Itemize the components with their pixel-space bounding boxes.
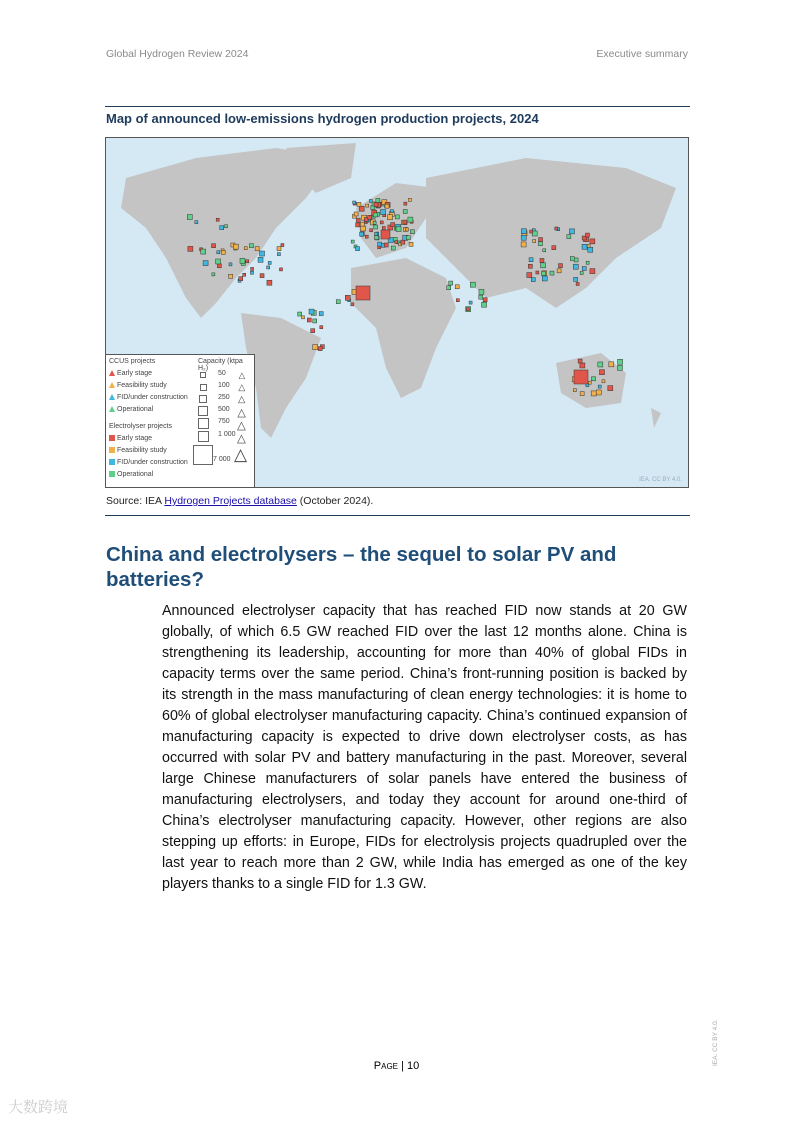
- project-marker: [558, 264, 562, 268]
- project-marker: [573, 389, 576, 392]
- project-marker: [598, 385, 601, 388]
- legend-ccus-early: Early stage: [109, 370, 152, 377]
- project-marker: [250, 271, 253, 274]
- project-marker: [320, 326, 323, 329]
- project-marker: [302, 316, 305, 319]
- project-marker: [406, 236, 410, 240]
- project-marker: [243, 273, 246, 276]
- project-marker: [466, 308, 469, 311]
- watermark: 大数跨境: [8, 1099, 69, 1116]
- australia: [556, 353, 626, 408]
- project-marker: [385, 204, 389, 208]
- project-marker-large: [381, 230, 390, 239]
- africa: [351, 258, 456, 398]
- project-marker: [354, 212, 358, 216]
- square-icon: [109, 435, 115, 441]
- project-marker: [225, 225, 228, 228]
- project-marker: [260, 251, 265, 256]
- project-marker: [447, 286, 451, 290]
- project-marker: [580, 363, 585, 368]
- project-marker: [536, 271, 539, 274]
- capacity-square-icon: [193, 445, 213, 465]
- project-marker: [318, 347, 322, 351]
- project-marker: [521, 229, 526, 234]
- capacity-value: 1 000: [218, 431, 236, 438]
- triangle-icon: [109, 370, 115, 376]
- project-marker: [251, 267, 254, 270]
- project-marker: [570, 257, 574, 261]
- project-marker: [617, 365, 622, 370]
- project-marker: [255, 247, 259, 251]
- project-marker: [483, 298, 487, 302]
- project-marker: [370, 229, 373, 232]
- project-marker: [249, 244, 253, 248]
- legend-el-early: Early stage: [109, 435, 152, 442]
- capacity-triangle-icon: △: [238, 370, 246, 380]
- project-marker: [351, 240, 354, 243]
- project-marker: [216, 218, 219, 221]
- project-marker: [596, 390, 601, 395]
- project-marker: [374, 236, 378, 240]
- project-marker-large: [574, 370, 588, 384]
- project-marker: [267, 280, 272, 285]
- legend-ccus-fid: FID/under construction: [109, 394, 188, 401]
- project-marker: [240, 258, 245, 263]
- project-marker: [482, 302, 487, 307]
- triangle-icon: [109, 406, 115, 412]
- project-marker: [229, 263, 232, 266]
- project-marker: [365, 235, 368, 238]
- project-marker: [539, 238, 543, 242]
- project-marker: [521, 235, 526, 240]
- project-marker: [381, 209, 386, 214]
- project-marker: [187, 215, 192, 220]
- project-marker: [552, 246, 556, 250]
- capacity-square-icon: [198, 418, 209, 429]
- project-marker: [391, 246, 395, 250]
- project-marker: [567, 235, 571, 239]
- project-marker: [591, 377, 595, 381]
- triangle-icon: [109, 394, 115, 400]
- project-marker: [608, 386, 613, 391]
- legend-capacity-title: Capacity (ktpa H₂): [198, 358, 243, 372]
- project-marker: [590, 269, 595, 274]
- figure-bottom-rule: [105, 515, 690, 516]
- project-marker: [378, 242, 382, 246]
- project-marker: [602, 380, 605, 383]
- project-marker: [408, 217, 413, 222]
- page-footer: Page | 10: [373, 1060, 420, 1072]
- project-marker: [585, 233, 589, 237]
- side-credit: IEA. CC BY 4.0.: [712, 1019, 719, 1066]
- legend-ccus-operational: Operational: [109, 406, 153, 413]
- project-marker: [469, 301, 472, 304]
- capacity-value: 7 000: [213, 456, 231, 463]
- project-marker: [550, 271, 554, 275]
- legend-ccus-title: CCUS projects: [109, 358, 156, 365]
- project-marker: [201, 249, 206, 254]
- project-marker: [279, 268, 282, 271]
- project-marker: [533, 240, 536, 243]
- project-marker: [369, 199, 372, 202]
- project-marker: [229, 274, 233, 278]
- project-marker: [368, 215, 372, 219]
- square-icon: [109, 447, 115, 453]
- capacity-triangle-icon: △: [237, 407, 246, 419]
- capacity-triangle-icon: △: [238, 394, 246, 405]
- project-marker: [542, 272, 546, 276]
- project-marker: [388, 215, 393, 220]
- project-marker: [599, 370, 604, 375]
- project-marker: [356, 218, 360, 222]
- project-marker: [574, 277, 578, 281]
- project-marker: [366, 204, 369, 207]
- project-marker: [574, 258, 578, 262]
- project-marker: [528, 264, 532, 268]
- legend-el-feasibility: Feasibility study: [109, 447, 167, 454]
- running-header-right: Executive summary: [596, 48, 688, 60]
- capacity-triangle-icon: △: [238, 382, 246, 392]
- project-marker: [391, 223, 395, 227]
- square-icon: [109, 471, 115, 477]
- project-marker: [212, 244, 216, 248]
- project-marker: [277, 253, 280, 256]
- project-marker: [576, 282, 579, 285]
- project-marker: [217, 264, 221, 268]
- project-marker: [220, 226, 224, 230]
- project-marker: [591, 391, 596, 396]
- capacity-square-icon: [199, 395, 207, 403]
- capacity-square-icon: [198, 431, 209, 442]
- project-marker: [221, 250, 225, 254]
- project-marker: [360, 232, 364, 236]
- project-marker: [356, 223, 360, 227]
- project-marker: [267, 266, 270, 269]
- project-marker: [239, 277, 243, 281]
- project-marker: [298, 312, 302, 316]
- project-marker: [527, 273, 532, 278]
- project-marker: [258, 257, 263, 262]
- triangle-icon: [109, 382, 115, 388]
- legend-el-operational: Operational: [109, 471, 153, 478]
- project-marker: [538, 242, 542, 246]
- map-legend: [106, 354, 255, 488]
- project-marker: [359, 206, 364, 211]
- project-marker: [532, 231, 537, 236]
- project-marker: [380, 221, 383, 224]
- project-marker: [311, 329, 315, 333]
- project-marker: [246, 260, 249, 263]
- project-marker: [540, 258, 544, 262]
- project-marker: [580, 392, 584, 396]
- project-marker: [555, 227, 558, 230]
- project-marker: [309, 309, 314, 314]
- project-marker: [373, 221, 376, 224]
- asia: [426, 158, 676, 308]
- project-marker: [216, 259, 221, 264]
- legend-electrolyser-title: Electrolyser projects: [109, 423, 173, 430]
- capacity-triangle-icon: △: [234, 445, 247, 464]
- project-marker: [590, 239, 595, 244]
- capacity-square-icon: [200, 372, 206, 378]
- project-marker: [360, 226, 365, 231]
- project-marker: [580, 271, 583, 274]
- capacity-square-icon: [198, 406, 208, 416]
- project-marker: [582, 267, 586, 271]
- running-header-left: Global Hydrogen Review 2024: [106, 48, 249, 60]
- project-marker: [233, 244, 238, 249]
- capacity-value: 250: [218, 394, 230, 401]
- capacity-value: 500: [218, 406, 230, 413]
- project-marker: [268, 261, 271, 264]
- project-marker: [396, 227, 401, 232]
- project-marker: [470, 282, 475, 287]
- project-marker: [203, 261, 208, 266]
- project-marker: [307, 318, 311, 322]
- capacity-value: 100: [218, 382, 230, 389]
- project-marker: [313, 319, 317, 323]
- project-marker: [573, 264, 578, 269]
- project-marker: [578, 359, 582, 363]
- project-marker: [395, 215, 399, 219]
- figure-source: Source: IEA Hydrogen Projects database (October 2024).: [106, 495, 374, 507]
- legend-ccus-feasibility: Feasibility study: [109, 382, 167, 389]
- project-marker: [244, 247, 247, 250]
- project-marker: [195, 221, 198, 224]
- project-marker: [588, 247, 593, 252]
- project-marker: [531, 278, 535, 282]
- project-marker: [557, 269, 561, 273]
- project-marker: [390, 210, 393, 213]
- project-marker: [542, 276, 547, 281]
- project-marker-large: [356, 286, 370, 300]
- capacity-square-icon: [200, 384, 207, 391]
- legend-el-fid: FID/under construction: [109, 459, 188, 466]
- project-marker: [403, 209, 407, 213]
- project-marker: [313, 345, 318, 350]
- square-icon: [109, 459, 115, 465]
- project-marker: [375, 232, 378, 235]
- capacity-triangle-icon: △: [237, 433, 246, 445]
- project-marker: [479, 295, 483, 299]
- project-marker: [382, 226, 385, 229]
- project-marker: [376, 198, 380, 202]
- project-marker: [353, 201, 356, 204]
- project-marker: [586, 261, 589, 264]
- capacity-triangle-icon: △: [237, 420, 246, 432]
- project-marker: [410, 230, 414, 234]
- project-marker: [356, 247, 360, 251]
- new-zealand: [651, 408, 661, 428]
- project-marker: [541, 263, 546, 268]
- project-marker: [543, 249, 546, 252]
- project-marker: [408, 198, 411, 201]
- project-marker: [530, 230, 533, 233]
- project-marker: [357, 202, 361, 206]
- section-heading: China and electrolysers – the sequel to solar PV and batteries?: [106, 543, 617, 591]
- project-marker: [587, 244, 590, 247]
- project-marker: [405, 228, 408, 231]
- project-marker: [455, 285, 459, 289]
- project-marker: [373, 213, 377, 217]
- project-marker: [374, 202, 378, 206]
- project-marker: [336, 300, 340, 304]
- project-marker: [212, 273, 215, 276]
- project-marker: [217, 251, 220, 254]
- project-marker: [609, 362, 614, 367]
- project-marker: [569, 229, 574, 234]
- project-marker: [277, 247, 281, 251]
- project-marker: [618, 359, 623, 364]
- project-marker: [456, 299, 459, 302]
- body-paragraph: Announced electrolyser capacity that has reached FID now stands at 20 GW globally, of which 6.5 GW reached FID over the last 12 months alone. China is strengthening its leadership, accounting for more than 40% of global FIDs in capacity terms over the same period. China’s front-running position is backed by its strength in the mass manufacturing of clean energy technologies: it is home to 60% of global electrolyser manufacturing capacity. China’s continued expansion of manufacturing capacity is expected to drive down electrolyser costs, as has occurred with solar PV and battery manufacturing in the past. Moreover, several large Chinese manufacturers of solar panels have entered the business of manufacturing electrolysers, and today they account for around one-third of China’s electrolyser manufacturing capacity. However, other regions are also stepping up efforts: in Europe, FIDs for electrolysis projects quadrupled over the last year to reach more than 2 GW, while India has emerged as one of the key players thanks to a single FID for 1.3 GW.: [162, 603, 687, 892]
- project-marker: [598, 362, 603, 367]
- project-marker: [319, 312, 323, 316]
- project-marker: [351, 303, 354, 306]
- source-link[interactable]: Hydrogen Projects database: [164, 495, 297, 507]
- figure-title: Map of announced low-emissions hydrogen production projects, 2024: [106, 111, 539, 126]
- map-credit: IEA. CC BY 4.0.: [639, 477, 682, 483]
- project-marker: [401, 240, 405, 244]
- project-marker: [345, 295, 350, 300]
- world-map: [105, 137, 689, 488]
- figure-top-rule: [105, 106, 690, 107]
- project-marker: [529, 258, 533, 262]
- project-marker: [521, 242, 526, 247]
- project-marker: [403, 220, 407, 224]
- capacity-value: 750: [218, 418, 230, 425]
- project-marker: [395, 241, 398, 244]
- capacity-value: 50: [218, 370, 226, 377]
- project-marker: [409, 242, 413, 246]
- project-marker: [384, 243, 388, 247]
- project-marker: [404, 202, 407, 205]
- project-marker: [374, 225, 378, 229]
- project-marker: [582, 244, 587, 249]
- project-marker: [281, 244, 284, 247]
- project-marker: [479, 289, 484, 294]
- project-marker: [188, 246, 193, 251]
- project-marker: [360, 222, 364, 226]
- project-marker: [449, 281, 453, 285]
- project-marker: [260, 274, 264, 278]
